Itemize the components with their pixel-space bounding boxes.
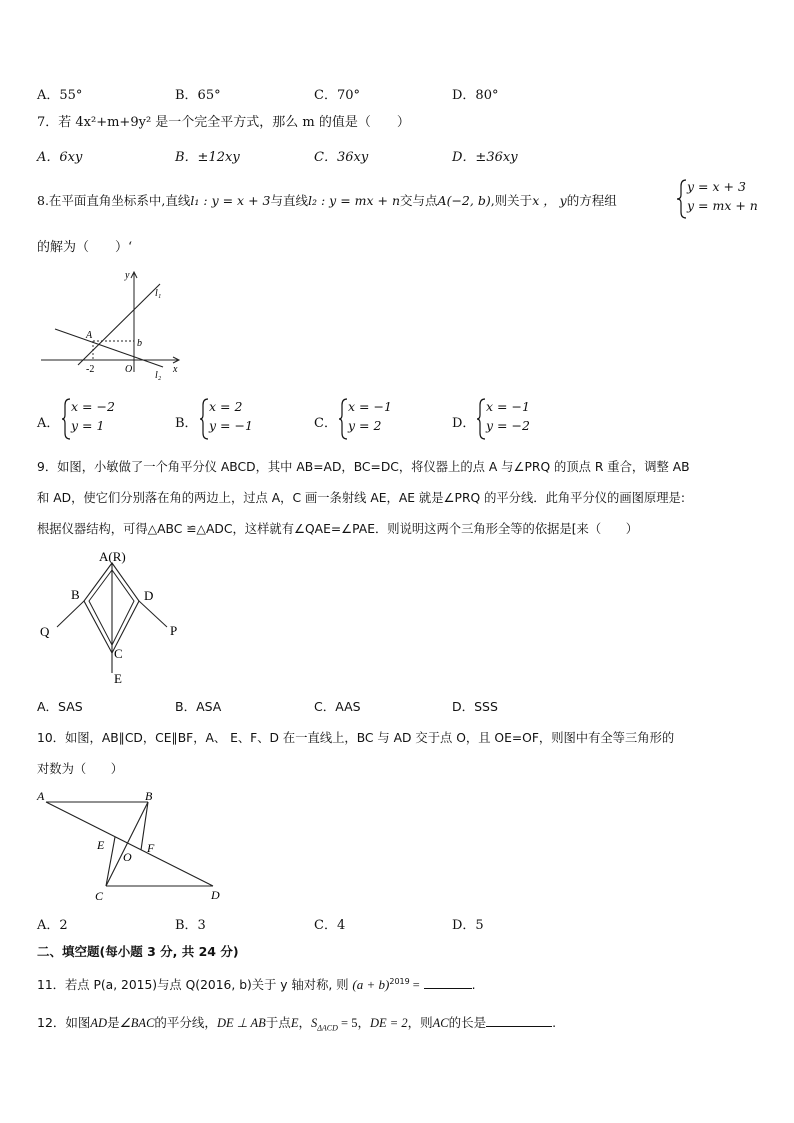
q8-mid4: 的方程组 bbox=[566, 193, 617, 208]
q12-de: DE = 2 bbox=[370, 1016, 408, 1030]
section-heading-fill-blank: 二、填空题(每小题 3 分, 共 24 分) bbox=[37, 944, 239, 959]
q8-mid: 与直线 bbox=[270, 193, 308, 208]
q12-s: S bbox=[310, 1016, 318, 1030]
q11-exponent: 2019 bbox=[389, 977, 410, 986]
fig10-label-d: D bbox=[211, 888, 220, 902]
q8-option-d-label: D． bbox=[452, 416, 476, 431]
fig10-label-c: C bbox=[95, 889, 104, 903]
q12-p8: 的长是 bbox=[448, 1015, 487, 1030]
q8-option-d-brace bbox=[476, 397, 486, 441]
q12-p3: 的平分线， bbox=[154, 1015, 217, 1030]
q8-l2: l₂ : y = mx + n bbox=[308, 193, 401, 208]
q6-option-c: C．70° bbox=[314, 88, 360, 103]
q8-option-c-label: C． bbox=[314, 416, 337, 431]
q8-prefix: 8.在平面直角坐标系中,直线 bbox=[37, 193, 191, 208]
q7-question: 7．若 4x²+m+9y² 是一个完全平方式，那么 m 的值是（ ） bbox=[37, 115, 410, 130]
q8-option-d-system bbox=[486, 397, 530, 435]
q7-option-b: B．±12xy bbox=[175, 150, 240, 165]
q6-option-d: D．80° bbox=[452, 88, 499, 103]
q10-option-a: A．2 bbox=[37, 918, 68, 933]
q8-option-d-x: x = −1 bbox=[486, 399, 530, 414]
q8-mid2: 交与点 bbox=[400, 193, 438, 208]
q9-option-a: A．SAS bbox=[37, 699, 83, 714]
q8-option-d-y: y = −2 bbox=[486, 418, 530, 433]
q11-expr: (a + b) bbox=[352, 977, 390, 993]
q8-option-a-system bbox=[71, 397, 115, 435]
q12-question bbox=[37, 1013, 556, 1039]
graph-l2-label: l₂ bbox=[155, 370, 162, 380]
q8-mid3: ,则关于 bbox=[490, 193, 533, 208]
q7-option-c: C．36xy bbox=[314, 150, 369, 165]
fig9-label-d: D bbox=[144, 588, 154, 603]
q8-option-b-brace bbox=[199, 397, 209, 441]
q8-vars: x ， y bbox=[532, 193, 567, 208]
fig9-label-c: C bbox=[114, 646, 123, 661]
segment-ce bbox=[106, 837, 115, 886]
q8-question bbox=[37, 191, 617, 211]
q9-figure bbox=[37, 545, 197, 687]
q12-ad: AD bbox=[90, 1016, 108, 1030]
q8-graph bbox=[37, 268, 187, 380]
q8-question-line2: 的解为（ ）‘ bbox=[37, 240, 133, 255]
fig10-label-e: E bbox=[97, 838, 105, 852]
q8-option-a-brace bbox=[61, 397, 71, 441]
q12-p5: ， bbox=[298, 1015, 311, 1030]
ray-q bbox=[57, 601, 84, 627]
graph-point-a: A bbox=[86, 330, 93, 341]
graph-origin-label: O bbox=[125, 364, 133, 375]
q8-option-a-x: x = −2 bbox=[71, 399, 115, 414]
q12-p1: 12．如图 bbox=[37, 1015, 91, 1030]
q12-eq1: = 5 bbox=[337, 1016, 358, 1030]
q8-l1: l₁ : y = x + 3 bbox=[190, 193, 271, 208]
q8-system-eq2: y = mx + n bbox=[687, 198, 758, 213]
q12-ac: AC bbox=[432, 1016, 449, 1030]
graph-x-label: x bbox=[173, 364, 178, 375]
q10-line2: 对数为（ ） bbox=[37, 762, 124, 776]
fig9-label-b: B bbox=[71, 587, 80, 602]
q12-p4: 于点 bbox=[265, 1015, 291, 1030]
q11-answer-blank[interactable] bbox=[424, 988, 472, 989]
q9-line2: 和 AD，使它们分别落在角的两边上，过点 A，C 画一条射线 AE，AE 就是∠PRQ 的平分线．此角平分仪的画图原理是: bbox=[37, 491, 685, 505]
graph-y-label: y bbox=[125, 270, 130, 281]
q12-answer-blank[interactable] bbox=[486, 1026, 552, 1027]
graph-l1-label: l₁ bbox=[155, 288, 162, 299]
q6-option-b: B．65° bbox=[175, 88, 221, 103]
graph-b-label: b bbox=[137, 338, 142, 349]
q9-option-d: D．SSS bbox=[452, 699, 498, 714]
q12-sub: ΔACD bbox=[317, 1023, 338, 1033]
q9-line3: 根据仪器结构，可得△ABC ≌△ADC，这样就有∠QAE=∠PAE．则说明这两个三角形全等的依据是[来（ ） bbox=[37, 522, 639, 536]
q12-angle: ∠BAC bbox=[119, 1016, 155, 1030]
q12-end: . bbox=[552, 1015, 557, 1030]
q9-option-c: C．AAS bbox=[314, 699, 361, 714]
q8-option-a-y: y = 1 bbox=[71, 418, 105, 433]
q8-option-b-x: x = 2 bbox=[209, 399, 243, 414]
q8-option-c-system bbox=[348, 397, 392, 435]
fig10-label-b: B bbox=[145, 789, 153, 803]
fig10-label-o: O bbox=[123, 850, 132, 864]
q12-e: E bbox=[290, 1016, 299, 1030]
ray-p bbox=[139, 601, 167, 627]
q11-question: 11．若点 P(a, 2015)与点 Q(2016, b)关于 y 轴对称, 则 $(a + b)^{2019}$ = . bbox=[37, 977, 476, 993]
q8-option-b-system bbox=[209, 397, 253, 435]
q8-option-a-label: A． bbox=[37, 416, 60, 431]
fig10-label-a: A bbox=[37, 789, 45, 803]
segment-ad bbox=[46, 802, 213, 886]
q10-option-b: B．3 bbox=[175, 918, 206, 933]
fig9-label-e: E bbox=[114, 671, 122, 686]
q9-line1: 9．如图，小敏做了一个角平分仪 ABCD，其中 AB=AD，BC=DC，将仪器上的点 A 与∠PRQ 的顶点 R 重合，调整 AB bbox=[37, 460, 690, 474]
line-l1 bbox=[78, 284, 160, 365]
q10-option-d: D．5 bbox=[452, 918, 484, 933]
fig9-label-a: A(R) bbox=[99, 549, 126, 564]
q12-p7: ，则 bbox=[407, 1015, 433, 1030]
q10-figure bbox=[33, 784, 233, 908]
q6-option-a: A．55° bbox=[37, 88, 83, 103]
fig9-label-q: Q bbox=[40, 624, 50, 639]
q8-system bbox=[687, 177, 758, 215]
q7-option-d: D．±36xy bbox=[452, 150, 518, 165]
q8-option-c-y: y = 2 bbox=[348, 418, 382, 433]
q11-text: 11．若点 P(a, 2015)与点 Q(2016, b)关于 y 轴对称, 则 bbox=[37, 978, 349, 993]
q8-option-b-y: y = −1 bbox=[209, 418, 253, 433]
fig10-label-f: F bbox=[147, 841, 155, 855]
q8-system-eq1: y = x + 3 bbox=[687, 179, 746, 194]
q7-option-a: A．6xy bbox=[37, 150, 83, 165]
q8-option-b-label: B． bbox=[175, 416, 198, 431]
q12-perp: DE ⊥ AB bbox=[216, 1016, 266, 1030]
q10-option-c: C．4 bbox=[314, 918, 346, 933]
q8-option-c-brace bbox=[338, 397, 348, 441]
fig9-label-p: P bbox=[170, 623, 178, 638]
q12-p6: ， bbox=[357, 1015, 370, 1030]
q8-option-c-x: x = −1 bbox=[348, 399, 392, 414]
q11-equals: = bbox=[409, 978, 420, 993]
q9-option-b: B．ASA bbox=[175, 699, 222, 714]
q10-line1: 10．如图，AB∥CD，CE∥BF，A、 E、F、D 在一直线上，BC 与 AD 交于点 O，且 OE=OF，则图中有全等三角形的 bbox=[37, 731, 675, 745]
q8-point: A(−2, b) bbox=[437, 193, 491, 208]
q12-p2: 是 bbox=[107, 1015, 120, 1030]
graph-neg2-label: -2 bbox=[86, 364, 95, 375]
